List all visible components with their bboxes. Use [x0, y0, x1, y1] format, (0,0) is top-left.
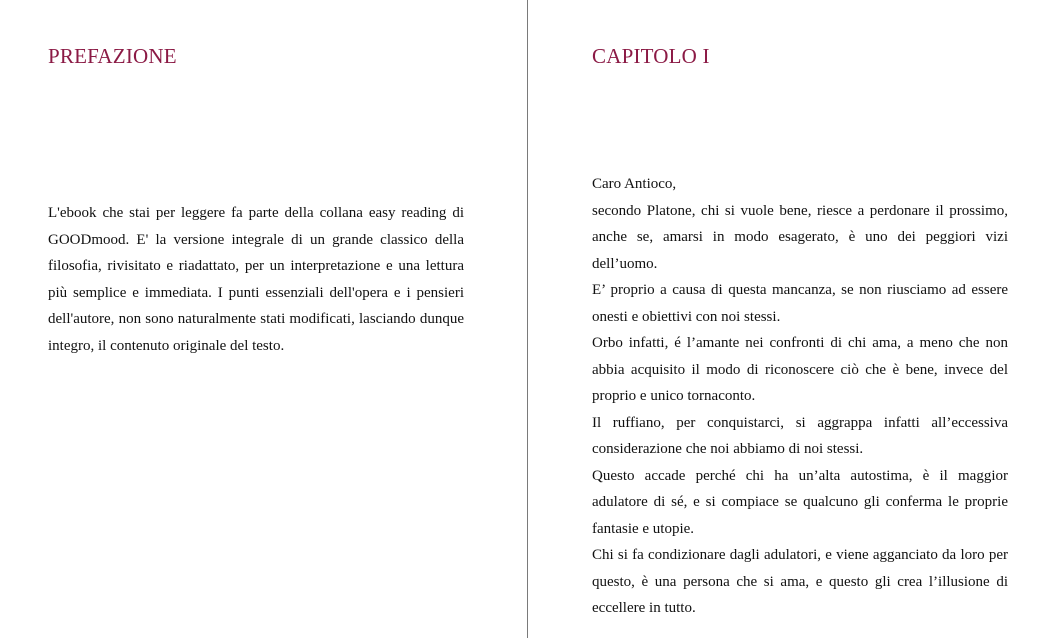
preface-body	[48, 200, 464, 359]
chapter-paragraph: secondo Platone, chi si vuole bene, riesce a perdonare il prossimo, anche se, amarsi in modo esagerato, è uno dei peggiori vizi dell’uomo.	[592, 202, 1008, 272]
chapter-paragraph: Questo accade perché chi ha un’alta autostima, è il maggior adulatore di sé, e si compiace se qualcuno gli conferma le proprie fantasie e utopie.	[592, 467, 1008, 537]
chapter-paragraph: Orbo infatti, é l’amante nei confronti di chi ama, a meno che non abbia acquisito il modo di riconoscere ciò che è bene, invece del proprio e unico tornaconto.	[592, 335, 1008, 404]
chapter-paragraph-salutation: Caro Antioco,	[592, 176, 677, 192]
chapter-paragraph: Il ruffiano, per conquistarci, si aggrappa infatti all’eccessiva considerazione che noi abbiamo di noi stessi.	[592, 414, 1008, 457]
chapter-body	[592, 171, 1008, 622]
preface-title: PREFAZIONE	[48, 44, 177, 68]
chapter-paragraph: E’ proprio a causa di questa mancanza, se non riusciamo ad essere onesti e obiettivi con noi stessi.	[592, 282, 1008, 325]
chapter-title: CAPITOLO I	[592, 44, 710, 68]
chapter-paragraph: Chi si fa condizionare dagli adulatori, e viene agganciato da loro per questo, è una persona che si ama, e questo gli crea l’illusione di eccellere in tutto.	[592, 547, 1008, 616]
right-page[interactable]	[528, 0, 1053, 638]
preface-paragraph: L'ebook che stai per leggere fa parte della collana easy reading di GOODmood. E' la versione integrale di un grande classico della filosofia, rivisitato e riadattato, per un interpretazione e una lettura più semplice e immediata. I punti essenziali dell'opera e i pensieri dell'autore, non sono naturalmente stati modificati, lasciando dunque integro, il contenuto originale del testo.	[48, 205, 464, 354]
